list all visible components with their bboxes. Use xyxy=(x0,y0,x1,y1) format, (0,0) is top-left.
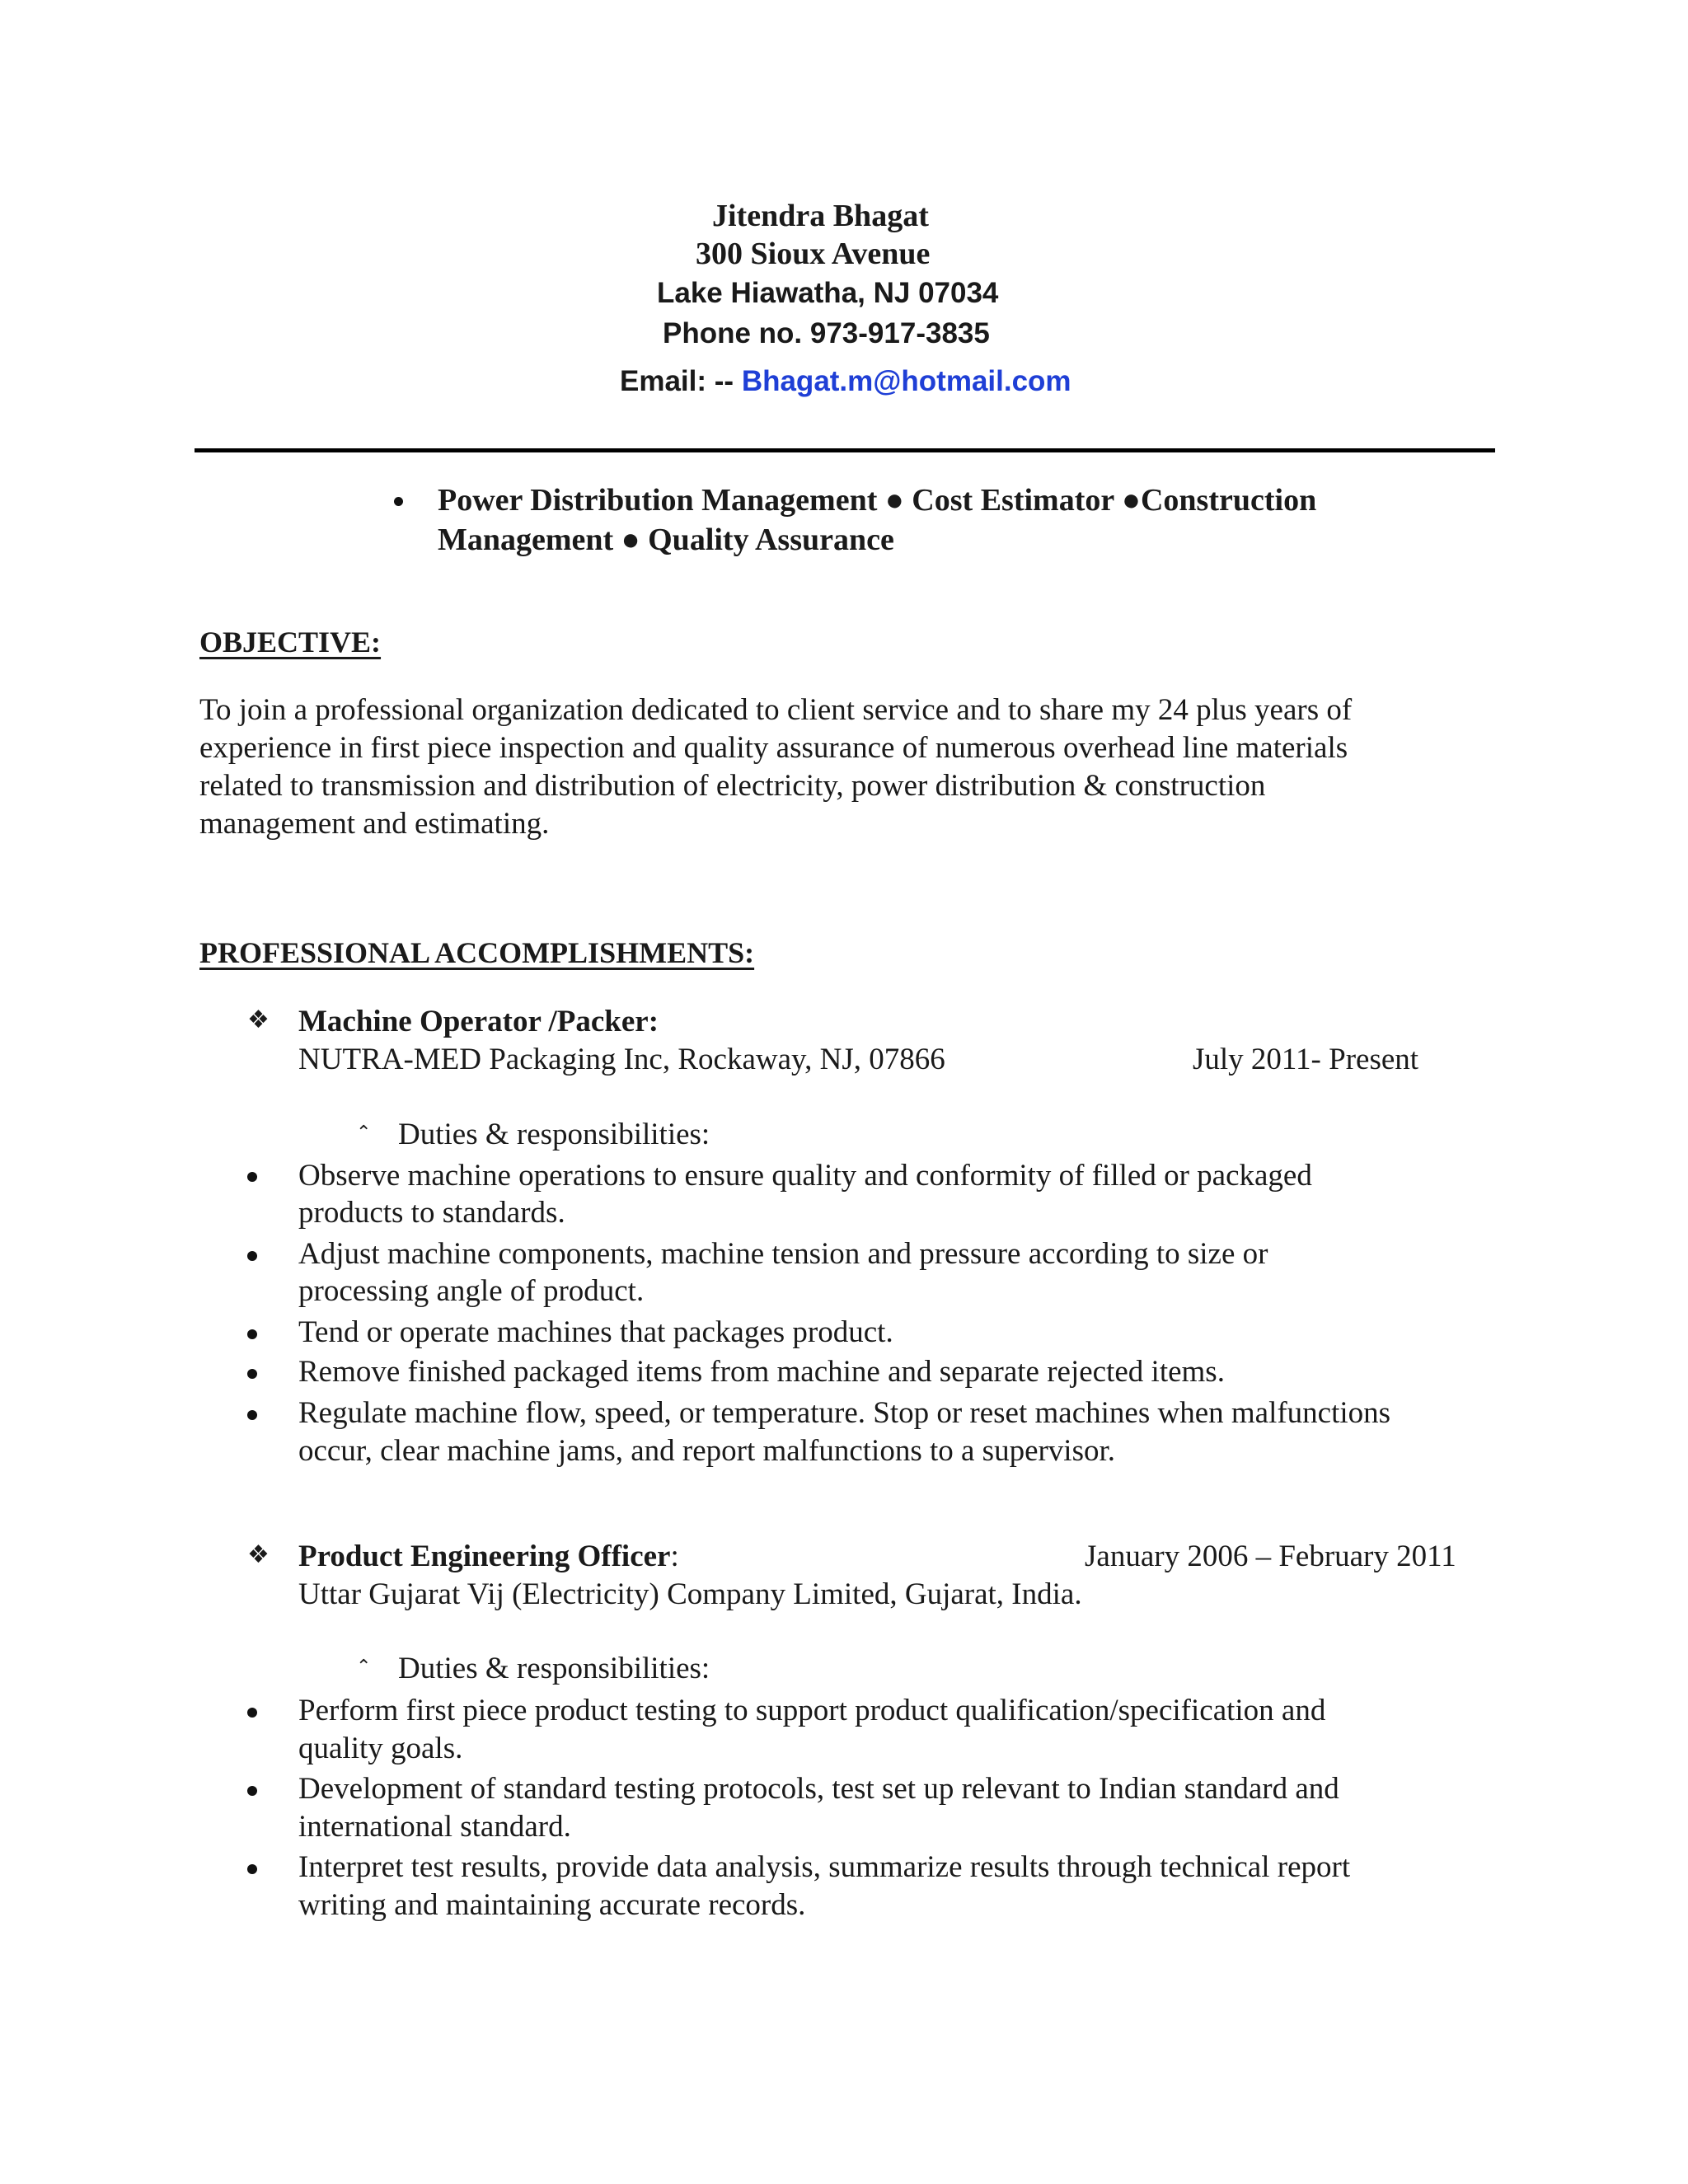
email-link[interactable]: Bhagat.m@hotmail.com xyxy=(741,365,1071,397)
duty-item: Interpret test results, provide data analysis, summarize results through technical report xyxy=(298,1850,1351,1884)
round-bullet-icon xyxy=(247,1172,257,1182)
objective-heading: OBJECTIVE: xyxy=(199,626,382,658)
round-bullet-icon xyxy=(247,1864,257,1874)
duty-item: Perform first piece product testing to support product qualification/specification and xyxy=(298,1694,1326,1727)
objective-line: experience in first piece inspection and quality assurance of numerous overhead line materials xyxy=(199,731,1348,765)
email-line xyxy=(620,365,1071,398)
round-bullet-icon xyxy=(247,1786,257,1796)
duty-item: international standard. xyxy=(298,1810,571,1844)
duty-item: processing angle of product. xyxy=(298,1274,645,1308)
round-bullet-icon xyxy=(247,1410,257,1420)
objective-line: management and estimating. xyxy=(199,807,550,841)
skills-line-1: Power Distribution Management ● Cost Estimator ●Construction xyxy=(438,483,1317,518)
diamond-bullet-icon: ❖ xyxy=(247,1540,270,1569)
job-dates: January 2006 – February 2011 xyxy=(1085,1540,1456,1573)
address-line-2: Lake Hiawatha, NJ 07034 xyxy=(657,277,999,309)
objective-line: related to transmission and distribution of electricity, power distribution & construction xyxy=(199,769,1266,803)
duty-item: products to standards. xyxy=(298,1196,565,1230)
duty-item: occur, clear machine jams, and report malfunctions to a supervisor. xyxy=(298,1434,1116,1468)
objective-line: To join a professional organization dedicated to client service and to share my 24 plus years of xyxy=(199,693,1353,727)
round-bullet-icon xyxy=(247,1369,257,1379)
duty-item: writing and maintaining accurate records. xyxy=(298,1888,806,1922)
duty-item: Regulate machine flow, speed, or temperature. Stop or reset machines when malfunctions xyxy=(298,1396,1391,1430)
round-bullet-icon xyxy=(394,497,403,506)
round-bullet-icon xyxy=(247,1329,257,1339)
job-company: Uttar Gujarat Vij (Electricity) Company Limited, Gujarat, India. xyxy=(298,1577,1082,1611)
phone-number: Phone no. 973-917-3835 xyxy=(663,317,990,349)
job-company: NUTRA-MED Packaging Inc, Rockaway, NJ, 07866 xyxy=(298,1043,945,1076)
round-bullet-icon xyxy=(247,1251,257,1261)
duty-item: Remove finished packaged items from machine and separate rejected items. xyxy=(298,1355,1225,1389)
duties-label: Duties & responsibilities: xyxy=(398,1652,710,1685)
duty-item: Tend or operate machines that packages product. xyxy=(298,1315,893,1349)
duty-item: Observe machine operations to ensure quality and conformity of filled or packaged xyxy=(298,1159,1312,1193)
caret-up-icon: ⌃ xyxy=(356,1657,372,1677)
job-title xyxy=(298,1539,679,1574)
header-divider xyxy=(195,448,1495,452)
duty-item: quality goals. xyxy=(298,1732,463,1765)
duty-item: Adjust machine components, machine tension and pressure according to size or xyxy=(298,1237,1268,1271)
email-label: Email: -- xyxy=(620,365,734,397)
duties-label: Duties & responsibilities: xyxy=(398,1118,710,1151)
diamond-bullet-icon: ❖ xyxy=(247,1005,270,1034)
accomplishments-heading: PROFESSIONAL ACCOMPLISHMENTS: xyxy=(199,936,755,969)
address-line-1: 300 Sioux Avenue xyxy=(696,237,931,271)
job-dates: July 2011- Present xyxy=(1193,1043,1419,1076)
job-title-suffix: : xyxy=(670,1540,679,1573)
applicant-name: Jitendra Bhagat xyxy=(712,199,929,233)
duty-item: Development of standard testing protocols, test set up relevant to Indian standard and xyxy=(298,1772,1339,1806)
job-title: Machine Operator /Packer: xyxy=(298,1005,659,1038)
round-bullet-icon xyxy=(247,1708,257,1718)
job-title-text: Product Engineering Officer xyxy=(298,1540,671,1573)
caret-up-icon: ⌃ xyxy=(356,1122,372,1143)
skills-line-2: Management ● Quality Assurance xyxy=(438,523,894,557)
